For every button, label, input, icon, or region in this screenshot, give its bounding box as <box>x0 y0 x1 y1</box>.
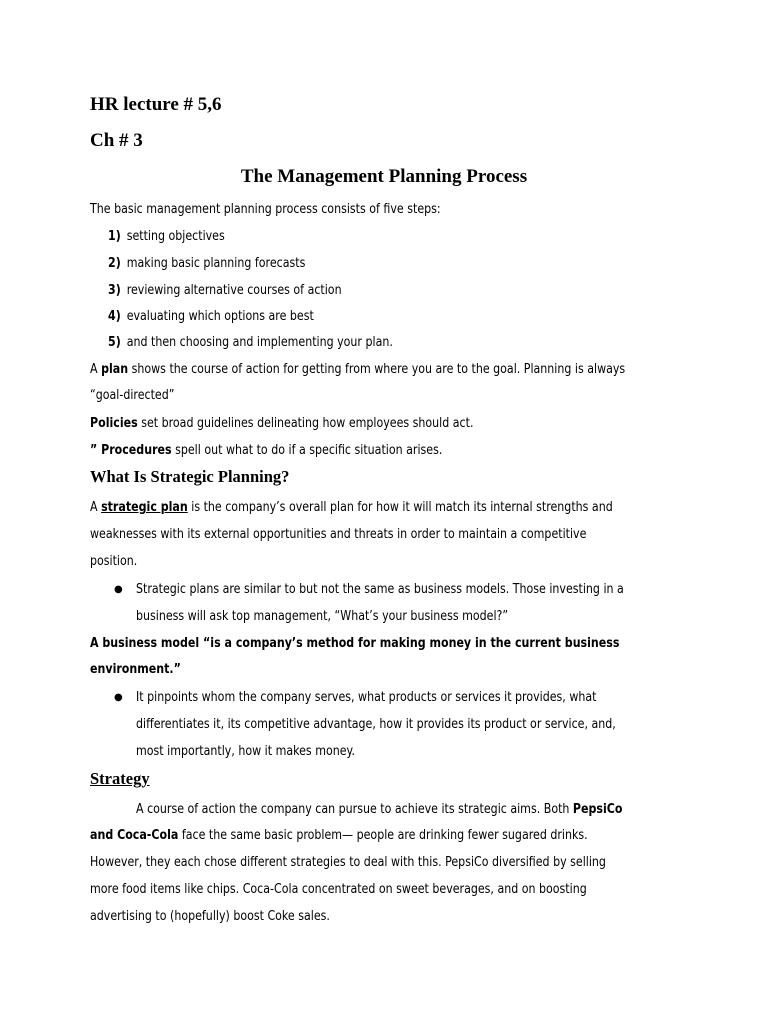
procedures-term: ” Procedures <box>90 443 172 458</box>
plan-definition-cont: “goal-directed” <box>90 388 175 403</box>
list-number: 1) <box>108 229 121 244</box>
lecture-heading: HR lecture # 5,6 <box>90 94 222 115</box>
page-title: The Management Planning Process <box>240 166 528 187</box>
list-text: and then choosing and implementing your plan. <box>126 335 393 350</box>
policies-term: Policies <box>90 416 138 431</box>
list-number: 3) <box>108 283 121 298</box>
list-text: evaluating which options are best <box>126 309 314 324</box>
coca-cola-term: and Coca-Cola <box>90 828 179 843</box>
list-number: 2) <box>108 256 121 271</box>
plan-prefix: A <box>90 362 102 377</box>
plan-definition <box>90 362 625 377</box>
business-model-line2: environment.” <box>90 662 181 677</box>
list-item <box>108 256 305 271</box>
strategy-heading: Strategy <box>90 769 150 788</box>
list-item <box>108 283 342 298</box>
list-item <box>108 229 225 244</box>
strategy-line3: However, they each chose different strategies to deal with this. PepsiCo diversified by selling <box>90 855 606 870</box>
plan-term: plan <box>101 362 129 377</box>
bullet2-line1: It pinpoints whom the company serves, what products or services it provides, what <box>136 690 597 705</box>
bullet-icon: ● <box>114 692 123 703</box>
strategy-text: face the same basic problem— people are drinking fewer sugared drinks. <box>178 828 588 843</box>
procedures-definition <box>90 443 442 458</box>
strategy-line5: advertising to (hopefully) boost Coke sales. <box>90 909 330 924</box>
list-item <box>108 335 393 350</box>
procedures-rest: spell out what to do if a specific situation arises. <box>171 443 443 458</box>
plan-rest: shows the course of action for getting from where you are to the goal. Planning is always <box>128 362 626 377</box>
list-text: reviewing alternative courses of action <box>126 283 342 298</box>
policies-definition <box>90 416 473 431</box>
strategic-plan-definition <box>90 500 613 515</box>
strategic-plan-rest: is the company’s overall plan for how it will match its internal strengths and <box>187 500 613 515</box>
pepsico-term: PepsiCo <box>572 802 623 817</box>
list-number: 5) <box>108 335 121 350</box>
strategic-plan-prefix: A <box>90 500 102 515</box>
bullet1-line1: Strategic plans are similar to but not the same as business models. Those investing in a <box>136 582 624 597</box>
policies-rest: set broad guidelines delineating how employees should act. <box>137 416 474 431</box>
bullet2-line3: most importantly, how it makes money. <box>136 744 355 759</box>
strategy-line4: more food items like chips. Coca-Cola concentrated on sweet beverages, and on boosting <box>90 882 587 897</box>
list-item <box>108 309 314 324</box>
strategic-plan-term: strategic plan <box>101 500 188 515</box>
list-text: setting objectives <box>126 229 225 244</box>
business-model-line1: A business model “is a company’s method for making money in the current business <box>90 636 620 651</box>
bullet-icon: ● <box>114 584 123 595</box>
strategy-text: A course of action the company can pursue to achieve its strategic aims. Both <box>136 802 573 817</box>
strategic-plan-line3: position. <box>90 554 138 569</box>
bullet2-line2: differentiates it, its competitive advantage, how it provides its product or service, and, <box>136 717 616 732</box>
strategic-planning-heading: What Is Strategic Planning? <box>90 467 290 486</box>
chapter-heading: Ch # 3 <box>90 130 143 151</box>
list-text: making basic planning forecasts <box>126 256 306 271</box>
strategy-line1 <box>136 802 623 817</box>
strategy-line2 <box>90 828 588 843</box>
list-number: 4) <box>108 309 121 324</box>
intro-text: The basic management planning process consists of five steps: <box>90 202 441 217</box>
bullet1-line2: business will ask top management, “What’s your business model?” <box>136 609 509 624</box>
strategic-plan-line2: weaknesses with its external opportunities and threats in order to maintain a competitive <box>90 527 587 542</box>
